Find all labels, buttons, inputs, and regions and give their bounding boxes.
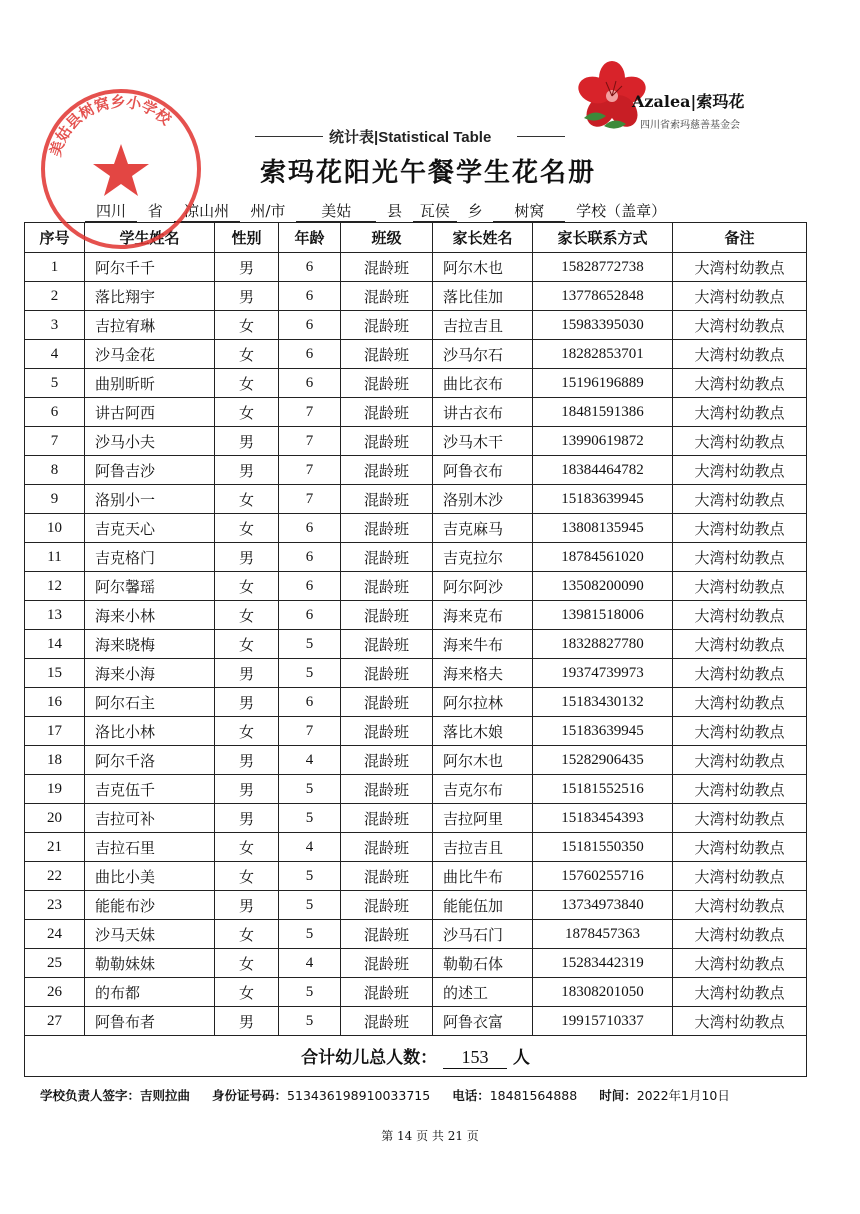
parent-name-cell: 阿尔阿沙 [433, 572, 533, 601]
gender-cell: 女 [215, 514, 279, 543]
table-row [25, 746, 807, 775]
school-suffix: 学校（盖章） [576, 202, 667, 220]
table-row [25, 688, 807, 717]
row-number-cell: 24 [25, 920, 85, 949]
student-name-cell: 洛比小林 [85, 717, 215, 746]
gender-cell: 男 [215, 746, 279, 775]
student-name-cell: 的布都 [85, 978, 215, 1007]
prefecture-value: 凉山州 [174, 200, 240, 222]
remark-cell: 大湾村幼教点 [673, 775, 807, 804]
remark-cell: 大湾村幼教点 [673, 891, 807, 920]
parent-phone-cell: 19374739973 [533, 659, 673, 688]
row-number-cell: 20 [25, 804, 85, 833]
parent-name-cell: 阿鲁衣布 [433, 456, 533, 485]
parent-name-cell: 吉拉阿里 [433, 804, 533, 833]
student-name-cell: 洛别小一 [85, 485, 215, 514]
age-cell: 6 [279, 282, 341, 311]
class-name-cell: 混龄班 [341, 659, 433, 688]
gender-cell: 女 [215, 601, 279, 630]
remark-cell: 大湾村幼教点 [673, 253, 807, 282]
parent-phone-cell: 13981518006 [533, 601, 673, 630]
id-value: 513436198910033715 [287, 1088, 431, 1103]
remark-cell: 大湾村幼教点 [673, 804, 807, 833]
gender-cell: 女 [215, 978, 279, 1007]
table-row [25, 398, 807, 427]
parent-name-cell: 吉克拉尔 [433, 543, 533, 572]
remark-cell: 大湾村幼教点 [673, 456, 807, 485]
time-label: 时间： [599, 1088, 637, 1103]
parent-name-cell: 讲古衣布 [433, 398, 533, 427]
gender-cell: 女 [215, 311, 279, 340]
age-cell: 5 [279, 630, 341, 659]
parent-name-cell: 阿尔拉林 [433, 688, 533, 717]
parent-phone-cell: 18384464782 [533, 456, 673, 485]
remark-cell: 大湾村幼教点 [673, 746, 807, 775]
student-name-cell: 吉拉可补 [85, 804, 215, 833]
table-row [25, 920, 807, 949]
class-name-cell: 混龄班 [341, 978, 433, 1007]
parent-phone-cell: 13508200090 [533, 572, 673, 601]
row-number-cell: 16 [25, 688, 85, 717]
row-number-cell: 10 [25, 514, 85, 543]
age-cell: 6 [279, 311, 341, 340]
table-row [25, 891, 807, 920]
parent-phone-cell: 13734973840 [533, 891, 673, 920]
row-number-cell: 14 [25, 630, 85, 659]
row-number-cell: 1 [25, 253, 85, 282]
parent-name-cell: 吉拉吉且 [433, 311, 533, 340]
age-cell: 5 [279, 659, 341, 688]
parent-name-cell: 洛别木沙 [433, 485, 533, 514]
class-name-cell: 混龄班 [341, 369, 433, 398]
brand-name: Azalea|索玛花 [632, 92, 745, 111]
row-number-cell: 25 [25, 949, 85, 978]
parent-name-cell: 吉克尔布 [433, 775, 533, 804]
remark-cell: 大湾村幼教点 [673, 398, 807, 427]
gender-cell: 女 [215, 398, 279, 427]
student-name-cell: 曲比小美 [85, 862, 215, 891]
row-number-cell: 23 [25, 891, 85, 920]
parent-phone-cell: 15181552516 [533, 775, 673, 804]
class-name-cell: 混龄班 [341, 688, 433, 717]
student-roster-table [24, 222, 807, 1077]
parent-phone-cell: 18328827780 [533, 630, 673, 659]
total-unit: 人 [512, 1048, 530, 1068]
class-name-cell: 混龄班 [341, 891, 433, 920]
age-cell: 7 [279, 717, 341, 746]
row-number-cell: 26 [25, 978, 85, 1007]
class-name-cell: 混龄班 [341, 253, 433, 282]
table-row [25, 514, 807, 543]
student-name-cell: 阿鲁布者 [85, 1007, 215, 1036]
class-name-cell: 混龄班 [341, 340, 433, 369]
phone-label: 电话： [452, 1088, 490, 1103]
student-name-cell: 吉拉宥琳 [85, 311, 215, 340]
age-cell: 5 [279, 920, 341, 949]
age-cell: 7 [279, 456, 341, 485]
remark-cell: 大湾村幼教点 [673, 572, 807, 601]
table-row [25, 340, 807, 369]
parent-phone-cell: 15183454393 [533, 804, 673, 833]
parent-phone-cell: 18481591386 [533, 398, 673, 427]
table-row [25, 282, 807, 311]
table-row [25, 949, 807, 978]
remark-cell: 大湾村幼教点 [673, 311, 807, 340]
id-label: 身份证号码： [212, 1088, 288, 1103]
parent-name-cell: 的述工 [433, 978, 533, 1007]
class-name-cell: 混龄班 [341, 804, 433, 833]
parent-phone-cell: 15282906435 [533, 746, 673, 775]
school-value: 树窝 [493, 200, 565, 222]
remark-cell: 大湾村幼教点 [673, 659, 807, 688]
parent-name-cell: 吉拉吉且 [433, 833, 533, 862]
age-cell: 5 [279, 862, 341, 891]
county-value: 美姑 [296, 200, 376, 222]
age-cell: 4 [279, 949, 341, 978]
remark-cell: 大湾村幼教点 [673, 978, 807, 1007]
row-number-cell: 7 [25, 427, 85, 456]
gender-cell: 女 [215, 572, 279, 601]
class-name-cell: 混龄班 [341, 427, 433, 456]
class-name-cell: 混龄班 [341, 282, 433, 311]
table-row [25, 543, 807, 572]
student-name-cell: 吉克格门 [85, 543, 215, 572]
parent-phone-cell: 15181550350 [533, 833, 673, 862]
parent-name-cell: 海来牛布 [433, 630, 533, 659]
class-name-cell: 混龄班 [341, 485, 433, 514]
row-number-cell: 5 [25, 369, 85, 398]
student-name-cell: 阿尔千千 [85, 253, 215, 282]
age-cell: 5 [279, 1007, 341, 1036]
age-cell: 5 [279, 978, 341, 1007]
row-number-cell: 15 [25, 659, 85, 688]
age-cell: 6 [279, 369, 341, 398]
student-name-cell: 曲别昕昕 [85, 369, 215, 398]
table-row [25, 717, 807, 746]
table-row [25, 1007, 807, 1036]
table-row [25, 572, 807, 601]
age-cell: 5 [279, 775, 341, 804]
remark-cell: 大湾村幼教点 [673, 485, 807, 514]
table-row [25, 311, 807, 340]
age-cell: 6 [279, 601, 341, 630]
student-name-cell: 阿尔石主 [85, 688, 215, 717]
time-value: 2022年1月10日 [636, 1088, 730, 1103]
gender-cell: 男 [215, 543, 279, 572]
age-cell: 6 [279, 253, 341, 282]
parent-phone-cell: 15183639945 [533, 717, 673, 746]
parent-phone-cell: 15283442319 [533, 949, 673, 978]
table-body [25, 253, 807, 1036]
class-name-cell: 混龄班 [341, 949, 433, 978]
column-header: 家长姓名 [433, 223, 533, 253]
column-header: 序号 [25, 223, 85, 253]
age-cell: 5 [279, 891, 341, 920]
row-number-cell: 8 [25, 456, 85, 485]
principal-label: 学校负责人签字： [40, 1088, 141, 1103]
student-name-cell: 沙马天妹 [85, 920, 215, 949]
phone-value: 18481564888 [489, 1088, 578, 1103]
gender-cell: 女 [215, 920, 279, 949]
parent-phone-cell: 15760255716 [533, 862, 673, 891]
remark-cell: 大湾村幼教点 [673, 717, 807, 746]
parent-name-cell: 勒勒石体 [433, 949, 533, 978]
remark-cell: 大湾村幼教点 [673, 862, 807, 891]
parent-phone-cell: 1878457363 [533, 920, 673, 949]
azalea-logo [578, 58, 794, 138]
school-seal-stamp [38, 86, 204, 252]
student-name-cell: 阿尔馨瑶 [85, 572, 215, 601]
gender-cell: 男 [215, 456, 279, 485]
table-row [25, 369, 807, 398]
row-number-cell: 17 [25, 717, 85, 746]
remark-cell: 大湾村幼教点 [673, 688, 807, 717]
student-name-cell: 海来小林 [85, 601, 215, 630]
gender-cell: 男 [215, 282, 279, 311]
gender-cell: 女 [215, 485, 279, 514]
parent-phone-cell: 15828772738 [533, 253, 673, 282]
parent-phone-cell: 15183430132 [533, 688, 673, 717]
parent-phone-cell: 15196196889 [533, 369, 673, 398]
remark-cell: 大湾村幼教点 [673, 920, 807, 949]
gender-cell: 男 [215, 253, 279, 282]
remark-cell: 大湾村幼教点 [673, 630, 807, 659]
class-name-cell: 混龄班 [341, 456, 433, 485]
remark-cell: 大湾村幼教点 [673, 601, 807, 630]
column-header: 学生姓名 [85, 223, 215, 253]
parent-phone-cell: 13990619872 [533, 427, 673, 456]
class-name-cell: 混龄班 [341, 775, 433, 804]
parent-name-cell: 吉克麻马 [433, 514, 533, 543]
header-rule-right [517, 136, 565, 137]
row-number-cell: 21 [25, 833, 85, 862]
parent-name-cell: 曲比衣布 [433, 369, 533, 398]
age-cell: 4 [279, 833, 341, 862]
class-name-cell: 混龄班 [341, 543, 433, 572]
row-number-cell: 6 [25, 398, 85, 427]
gender-cell: 女 [215, 833, 279, 862]
student-name-cell: 落比翔宇 [85, 282, 215, 311]
row-number-cell: 2 [25, 282, 85, 311]
student-name-cell: 阿鲁吉沙 [85, 456, 215, 485]
row-number-cell: 11 [25, 543, 85, 572]
svg-text:美姑县树窝乡小学校: 美姑县树窝乡小学校 [46, 92, 175, 159]
table-row [25, 601, 807, 630]
age-cell: 6 [279, 543, 341, 572]
total-cell [25, 1036, 807, 1077]
table-row [25, 427, 807, 456]
row-number-cell: 12 [25, 572, 85, 601]
prefecture-suffix: 州/市 [250, 202, 286, 220]
row-number-cell: 22 [25, 862, 85, 891]
gender-cell: 女 [215, 630, 279, 659]
parent-name-cell: 阿尔木也 [433, 746, 533, 775]
gender-cell: 男 [215, 659, 279, 688]
age-cell: 6 [279, 514, 341, 543]
age-cell: 5 [279, 804, 341, 833]
total-label: 合计幼儿总人数： [301, 1048, 438, 1068]
parent-name-cell: 沙马尔石 [433, 340, 533, 369]
parent-phone-cell: 15983395030 [533, 311, 673, 340]
student-name-cell: 能能布沙 [85, 891, 215, 920]
class-name-cell: 混龄班 [341, 862, 433, 891]
student-name-cell: 吉拉石里 [85, 833, 215, 862]
remark-cell: 大湾村幼教点 [673, 1007, 807, 1036]
student-name-cell: 吉克天心 [85, 514, 215, 543]
age-cell: 6 [279, 572, 341, 601]
class-name-cell: 混龄班 [341, 1007, 433, 1036]
row-number-cell: 9 [25, 485, 85, 514]
parent-name-cell: 能能伍加 [433, 891, 533, 920]
gender-cell: 男 [215, 688, 279, 717]
student-name-cell: 沙马金花 [85, 340, 215, 369]
parent-phone-cell: 18282853701 [533, 340, 673, 369]
column-header: 班级 [341, 223, 433, 253]
gender-cell: 女 [215, 369, 279, 398]
stat-table-header [255, 124, 565, 150]
parent-name-cell: 阿鲁衣富 [433, 1007, 533, 1036]
remark-cell: 大湾村幼教点 [673, 543, 807, 572]
class-name-cell: 混龄班 [341, 746, 433, 775]
class-name-cell: 混龄班 [341, 717, 433, 746]
signature-footer [40, 1086, 730, 1104]
table-row [25, 485, 807, 514]
student-name-cell: 讲古阿西 [85, 398, 215, 427]
class-name-cell: 混龄班 [341, 514, 433, 543]
age-cell: 7 [279, 427, 341, 456]
page-number: 第 14 页 共 21 页 [381, 1129, 479, 1143]
remark-cell: 大湾村幼教点 [673, 340, 807, 369]
age-cell: 7 [279, 398, 341, 427]
row-number-cell: 27 [25, 1007, 85, 1036]
parent-name-cell: 海来格夫 [433, 659, 533, 688]
remark-cell: 大湾村幼教点 [673, 833, 807, 862]
class-name-cell: 混龄班 [341, 572, 433, 601]
class-name-cell: 混龄班 [341, 833, 433, 862]
stat-table-label: 统计表|Statistical Table [329, 129, 492, 146]
gender-cell: 女 [215, 340, 279, 369]
header-rule-left [255, 136, 323, 137]
table-row [25, 833, 807, 862]
gender-cell: 女 [215, 949, 279, 978]
parent-phone-cell: 15183639945 [533, 485, 673, 514]
table-row [25, 630, 807, 659]
student-name-cell: 阿尔千洛 [85, 746, 215, 775]
total-value: 153 [443, 1047, 507, 1069]
township-suffix: 乡 [467, 202, 483, 220]
parent-phone-cell: 19915710337 [533, 1007, 673, 1036]
parent-name-cell: 沙马木干 [433, 427, 533, 456]
gender-cell: 男 [215, 804, 279, 833]
parent-phone-cell: 18784561020 [533, 543, 673, 572]
student-name-cell: 沙马小夫 [85, 427, 215, 456]
student-name-cell: 勒勒妹妹 [85, 949, 215, 978]
student-name-cell: 海来晓梅 [85, 630, 215, 659]
row-number-cell: 3 [25, 311, 85, 340]
age-cell: 6 [279, 688, 341, 717]
column-header: 年龄 [279, 223, 341, 253]
remark-cell: 大湾村幼教点 [673, 282, 807, 311]
remark-cell: 大湾村幼教点 [673, 369, 807, 398]
table-row [25, 978, 807, 1007]
gender-cell: 男 [215, 427, 279, 456]
principal-name: 吉则拉曲 [140, 1088, 191, 1103]
row-number-cell: 18 [25, 746, 85, 775]
table-row [25, 862, 807, 891]
page-title: 索玛花阳光午餐学生花名册 [259, 158, 596, 188]
column-header: 性别 [215, 223, 279, 253]
gender-cell: 男 [215, 891, 279, 920]
class-name-cell: 混龄班 [341, 920, 433, 949]
row-number-cell: 19 [25, 775, 85, 804]
table-row [25, 804, 807, 833]
county-suffix: 县 [386, 202, 402, 220]
parent-name-cell: 落比佳加 [433, 282, 533, 311]
table-row [25, 659, 807, 688]
student-name-cell: 吉克伍千 [85, 775, 215, 804]
class-name-cell: 混龄班 [341, 311, 433, 340]
column-header: 家长联系方式 [533, 223, 673, 253]
gender-cell: 男 [215, 775, 279, 804]
brand-subtitle: 四川省索玛慈善基金会 [640, 120, 740, 131]
table-row [25, 456, 807, 485]
parent-phone-cell: 13778652848 [533, 282, 673, 311]
total-row [25, 1036, 807, 1077]
remark-cell: 大湾村幼教点 [673, 427, 807, 456]
township-value: 瓦侯 [413, 200, 457, 222]
student-name-cell: 海来小海 [85, 659, 215, 688]
gender-cell: 女 [215, 862, 279, 891]
row-number-cell: 4 [25, 340, 85, 369]
class-name-cell: 混龄班 [341, 398, 433, 427]
parent-phone-cell: 13808135945 [533, 514, 673, 543]
row-number-cell: 13 [25, 601, 85, 630]
parent-name-cell: 阿尔木也 [433, 253, 533, 282]
age-cell: 4 [279, 746, 341, 775]
class-name-cell: 混龄班 [341, 630, 433, 659]
parent-name-cell: 沙马石门 [433, 920, 533, 949]
gender-cell: 女 [215, 717, 279, 746]
table-row [25, 775, 807, 804]
province-value: 四川 [85, 200, 137, 222]
remark-cell: 大湾村幼教点 [673, 949, 807, 978]
column-header: 备注 [673, 223, 807, 253]
province-suffix: 省 [147, 202, 163, 220]
gender-cell: 男 [215, 1007, 279, 1036]
parent-name-cell: 曲比牛布 [433, 862, 533, 891]
age-cell: 7 [279, 485, 341, 514]
parent-name-cell: 海来克布 [433, 601, 533, 630]
parent-phone-cell: 18308201050 [533, 978, 673, 1007]
table-row [25, 253, 807, 282]
remark-cell: 大湾村幼教点 [673, 514, 807, 543]
parent-name-cell: 落比木娘 [433, 717, 533, 746]
age-cell: 6 [279, 340, 341, 369]
class-name-cell: 混龄班 [341, 601, 433, 630]
